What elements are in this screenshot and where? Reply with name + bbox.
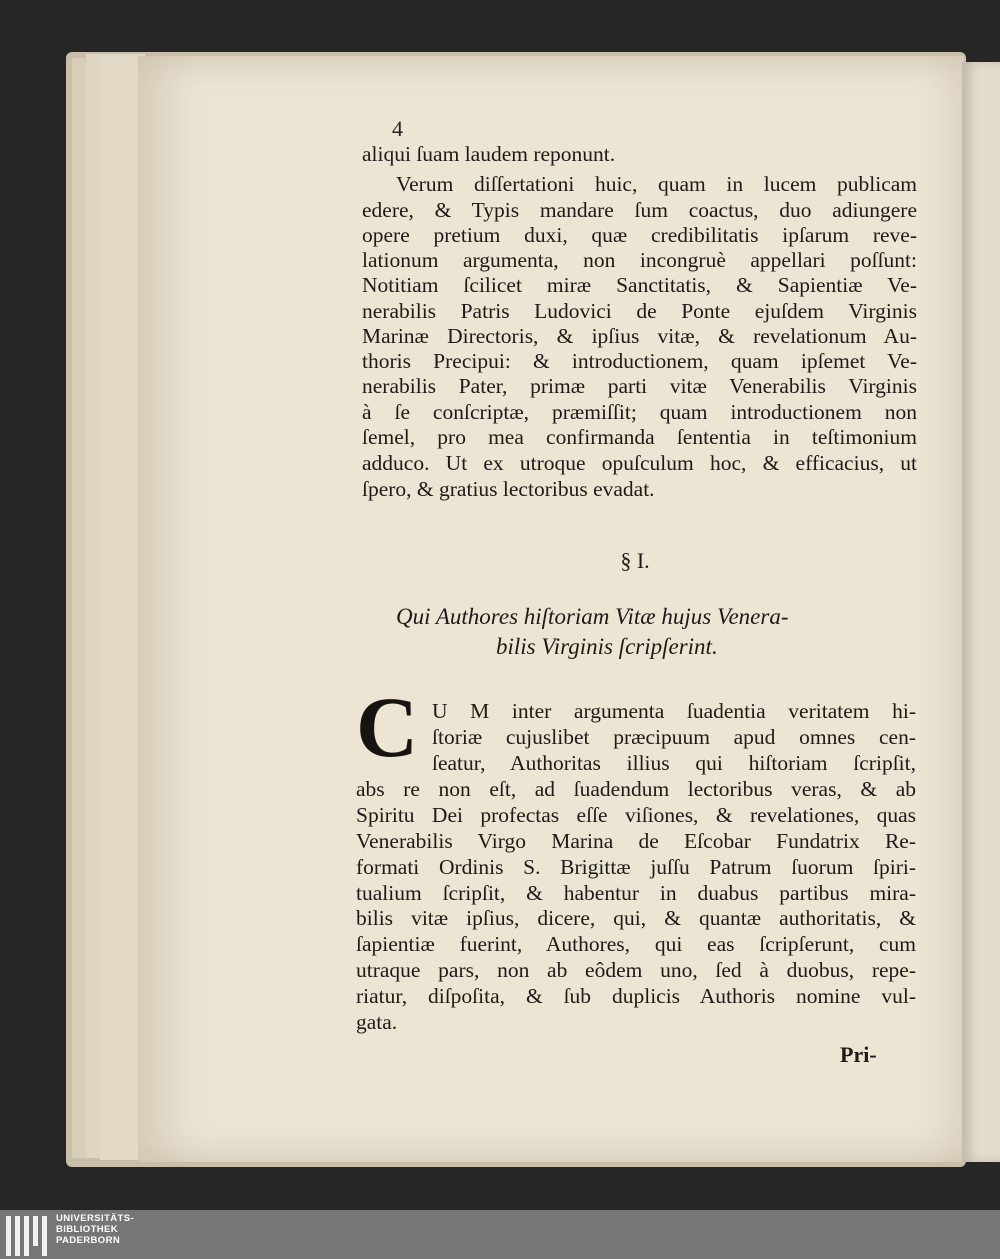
text-line: nerabilis Pater, primæ parti vitæ Venerabilis Virginis bbox=[362, 374, 917, 398]
text-line: opere pretium duxi, quæ credibilitatis ipſarum reve- bbox=[362, 223, 917, 247]
text-line: ſapientiæ fuerint, Authores, qui eas ſcripſerunt, cum bbox=[356, 932, 916, 956]
text-line: gata. bbox=[356, 1010, 398, 1034]
text-line: abs re non eſt, ad ſuadendum lectoribus veras, & ab bbox=[356, 777, 916, 801]
text-line: adduco. Ut ex utroque opuſculum hoc, & efficacius, ut bbox=[362, 451, 917, 475]
text-line: edere, & Typis mandare ſum coactus, duo adiungere bbox=[362, 198, 917, 222]
text-line: formati Ordinis S. Brigittæ juſſu Patrum ſuorum ſpiri- bbox=[356, 855, 916, 879]
text-line: Marinæ Directoris, & ipſius vitæ, & revelationum Au- bbox=[362, 324, 917, 348]
logo-line: BIBLIOTHEK bbox=[56, 1224, 119, 1235]
text-line: utraque pars, non ab eôdem uno, ſed à duobus, repe- bbox=[356, 958, 916, 982]
text-line: Notitiam ſcilicet miræ Sanctitatis, & Sapientiæ Ve- bbox=[362, 273, 917, 297]
text-line: ſtoriæ cujuslibet præcipuum apud omnes cen- bbox=[432, 725, 916, 749]
section-mark: § I. bbox=[620, 548, 650, 573]
text-line: lationum argumenta, non incongruè appellari poſſunt: bbox=[362, 248, 917, 272]
drop-capital: C bbox=[356, 679, 419, 775]
text-line: ſemel, pro mea confirmanda ſententia in teſtimonium bbox=[362, 425, 917, 449]
text-line: tualium ſcripſit, & habentur in duabus partibus mira- bbox=[356, 881, 916, 905]
section-heading: bilis Virginis ſcripſerint. bbox=[496, 634, 718, 659]
library-logo-icon bbox=[6, 1216, 50, 1256]
text-line: nerabilis Patris Ludovici de Ponte ejuſdem Virginis bbox=[362, 299, 917, 323]
facing-page-edge bbox=[962, 62, 1000, 1162]
text-line: ſeatur, Authoritas illius qui hiſtoriam ſcripſit, bbox=[432, 751, 916, 775]
text-line: bilis vitæ ipſius, dicere, qui, & quantæ authoritatis, & bbox=[356, 906, 916, 930]
library-logo-text bbox=[56, 1213, 134, 1246]
text-line: U M inter argumenta ſuadentia veritatem hi- bbox=[432, 699, 916, 723]
text-line: Spiritu Dei profectas eſſe viſiones, & revelationes, quas bbox=[356, 803, 916, 827]
text-line: Venerabilis Virgo Marina de Eſcobar Fundatrix Re- bbox=[356, 829, 916, 853]
text-line: riatur, diſpoſita, & ſub duplicis Authoris nomine vul- bbox=[356, 984, 916, 1008]
logo-line: UNIVERSITÄTS- bbox=[56, 1213, 135, 1224]
footer-bar bbox=[0, 1210, 1000, 1259]
text-line: ſpero, & gratius lectoribus evadat. bbox=[362, 477, 655, 501]
page-number: 4 bbox=[392, 116, 403, 141]
logo-line: PADERBORN bbox=[56, 1235, 121, 1246]
catchword: Pri- bbox=[840, 1042, 877, 1067]
text-line: aliqui ſuam laudem reponunt. bbox=[362, 142, 616, 166]
text-line: Verum diſſertationi huic, quam in lucem publicam bbox=[396, 172, 917, 196]
text-line: à ſe conſcriptæ, præmiſſit; quam introductionem non bbox=[362, 400, 917, 424]
section-heading: Qui Authores hiſtoriam Vitæ hujus Venera- bbox=[396, 604, 789, 629]
text-line: thoris Precipui: & introductionem, quam ipſemet Ve- bbox=[362, 349, 917, 373]
